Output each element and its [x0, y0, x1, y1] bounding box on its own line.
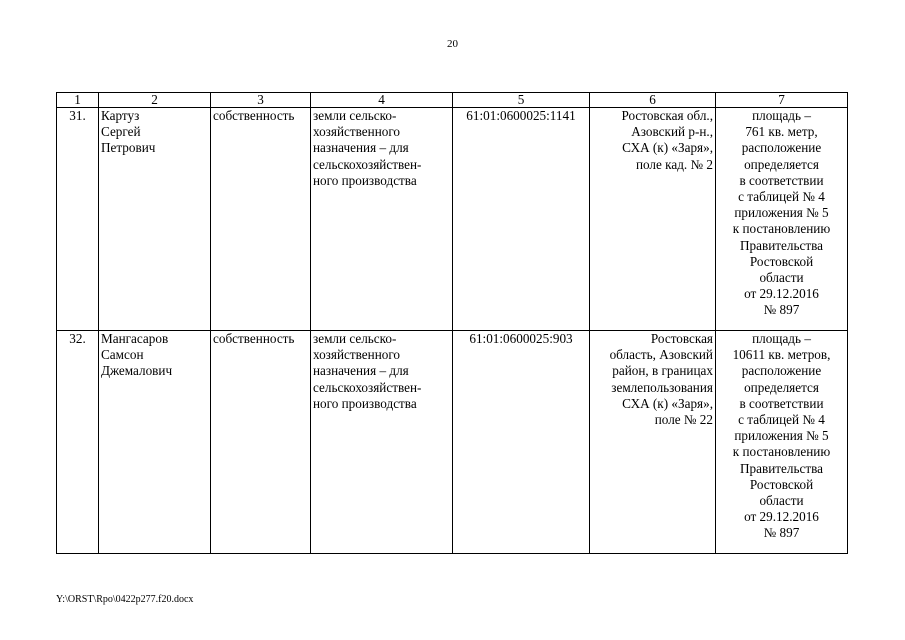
table-header-row — [57, 93, 848, 108]
right-type: собственность — [211, 108, 311, 331]
note: площадь – 10611 кв. метров, расположение определяется в соответствии с таблицей № 4 приложения № 5 к постановлению Правительства Ростовской области от 29.12.2016 № 897 — [716, 331, 848, 554]
row-number: 31. — [57, 108, 99, 331]
column-header: 2 — [99, 93, 211, 108]
cadastral-number: 61:01:0600025:1141 — [453, 108, 590, 331]
row-number: 32. — [57, 331, 99, 554]
land-category: земли сельско- хозяйственного назначения – для сельскохозяйствен- ного производства — [311, 108, 453, 331]
column-header: 3 — [211, 93, 311, 108]
page-number: 20 — [447, 38, 458, 50]
owner-name: Картуз Сергей Петрович — [99, 108, 211, 331]
location: Ростовская обл., Азовский р-н., СХА (к) «Заря», поле кад. № 2 — [590, 108, 716, 331]
table-row — [57, 331, 848, 554]
land-plots-table — [56, 92, 848, 554]
cadastral-number: 61:01:0600025:903 — [453, 331, 590, 554]
land-category: земли сельско- хозяйственного назначения – для сельскохозяйствен- ного производства — [311, 331, 453, 554]
right-type: собственность — [211, 331, 311, 554]
note: площадь – 761 кв. метр, расположение определяется в соответствии с таблицей № 4 приложения № 5 к постановлению Правительства Ростовской области от 29.12.2016 № 897 — [716, 108, 848, 331]
column-header: 6 — [590, 93, 716, 108]
owner-name: Мангасаров Самсон Джемалович — [99, 331, 211, 554]
column-header: 5 — [453, 93, 590, 108]
column-header: 7 — [716, 93, 848, 108]
column-header: 4 — [311, 93, 453, 108]
location: Ростовская область, Азовский район, в границах землепользования СХА (к) «Заря», поле № 22 — [590, 331, 716, 554]
file-path-footer: Y:\ORST\Rpo\0422p277.f20.docx — [56, 594, 194, 605]
column-header: 1 — [57, 93, 99, 108]
table-row — [57, 108, 848, 331]
